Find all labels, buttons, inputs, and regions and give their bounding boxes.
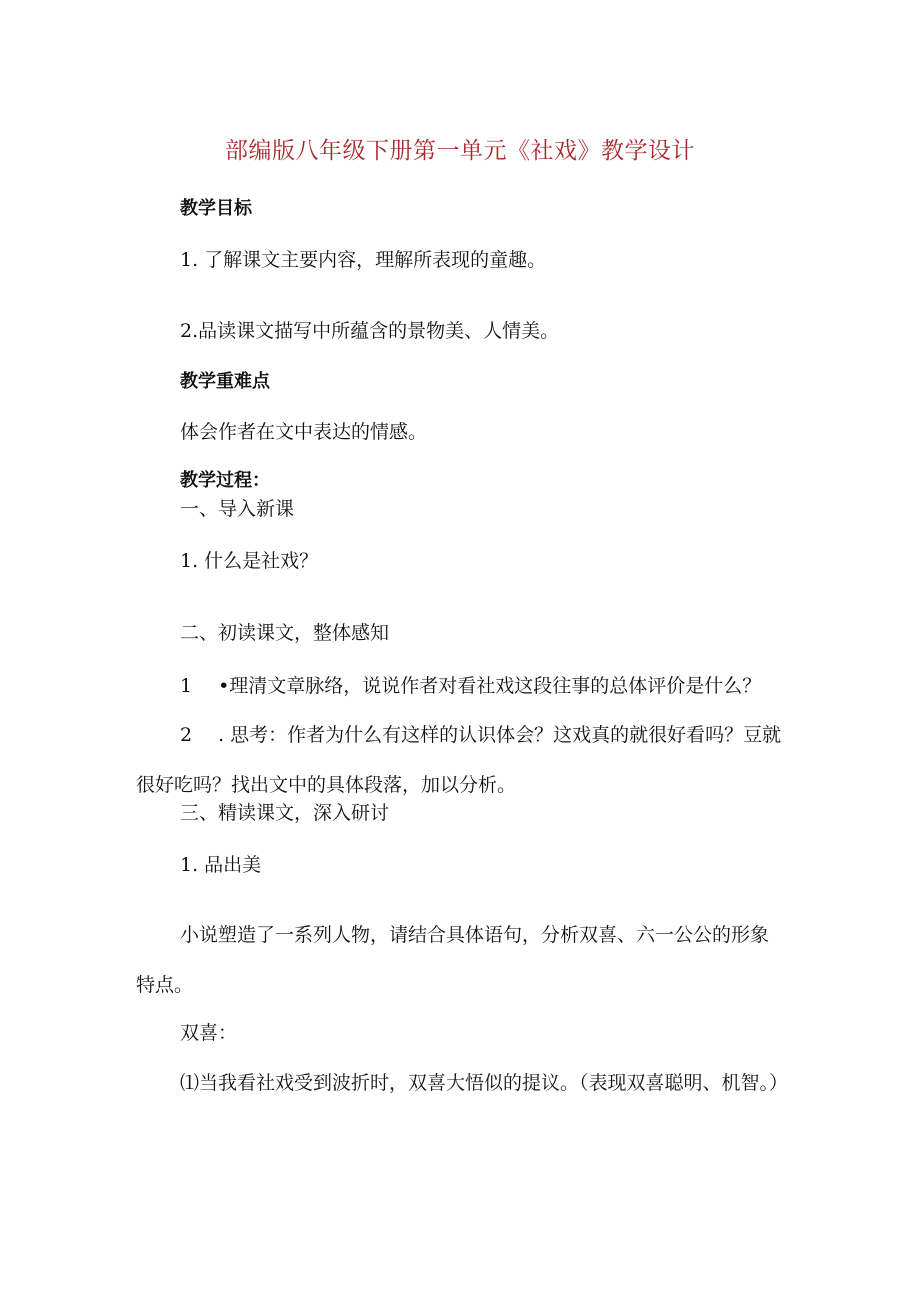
part3-paragraph: 小说塑造了一系列人物，请结合具体语句，分析双喜、六一公公的形象特点。 bbox=[136, 924, 770, 996]
part2-item-2-number: 2 bbox=[180, 724, 193, 746]
part2-item-1-number: 1 bbox=[180, 675, 193, 697]
goal-item-2: 2.品读课文描写中所蕴含的景物美、人情美。 bbox=[180, 320, 560, 342]
key-points-text: 体会作者在文中表达的情感。 bbox=[180, 421, 428, 443]
shuangxi-label: 双喜： bbox=[180, 1022, 238, 1044]
part2-title: 二、初读课文，整体感知 bbox=[180, 622, 390, 644]
key-points-heading: 教学重难点 bbox=[180, 371, 270, 392]
part2-item-1 bbox=[180, 673, 761, 699]
part1-item-1: 1. 什么是社戏？ bbox=[180, 550, 319, 572]
process-heading: 教学过程： bbox=[180, 470, 270, 491]
part3-item-1: 1. 品出美 bbox=[180, 854, 262, 876]
part2-item-2 bbox=[136, 710, 786, 810]
part2-item-2-text: . 思考：作者为什么有这样的认识体会？这戏真的就很好看吗？豆就很好吃吗？找出文中的具体段落，加以分析。 bbox=[136, 724, 782, 796]
part2-item-1-text: •理清文章脉络，说说作者对看社戏这段往事的总体评价是什么？ bbox=[218, 675, 762, 697]
goals-heading: 教学目标 bbox=[180, 198, 252, 219]
shuangxi-point-1: ⑴当我看社戏受到波折时，双喜大悟似的提议。（表现双喜聪明、机智。） bbox=[180, 1072, 789, 1094]
part3-title: 三、精读课文，深入研讨 bbox=[180, 802, 390, 824]
page-title: 部编版八年级下册第一单元《社戏》教学设计 bbox=[225, 138, 695, 164]
part1-title: 一、导入新课 bbox=[180, 498, 295, 520]
goal-item-1: 1. 了解课文主要内容，理解所表现的童趣。 bbox=[180, 249, 547, 271]
